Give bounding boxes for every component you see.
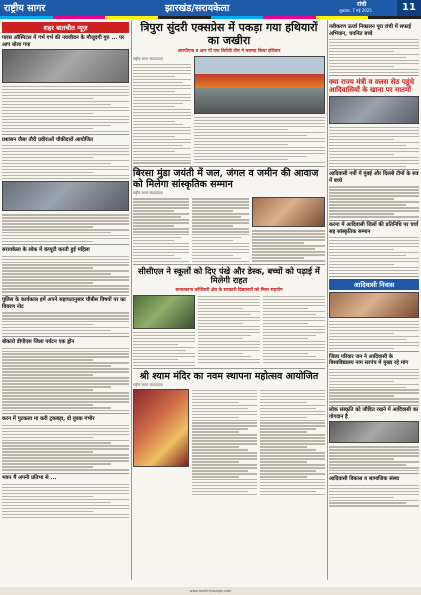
story-headline: क्या राज्य मंत्री व वलस सेठ पहुंचे आदिवासियों के खाना पर मातमों bbox=[329, 77, 415, 94]
train-photo bbox=[194, 56, 325, 114]
story-photo bbox=[329, 96, 419, 124]
lead-kicker: आरपीएफ व आर पी एफ विरोधी टीम ने बरामद किया हथियार bbox=[177, 49, 281, 54]
story-headline: पुलिस के कार्यकाल हमें अपने सहायतानुसार चौबीस विषयों पर का विवरण नोट bbox=[2, 297, 126, 310]
edition-city: रांची bbox=[357, 1, 367, 8]
color-bar bbox=[0, 16, 421, 19]
story-headline: सरायकेला के लोक में कंप्यूटी करती हुई महिला bbox=[2, 247, 90, 254]
column-left bbox=[2, 22, 129, 518]
column-box-title: आदिवासी निवास bbox=[329, 279, 419, 290]
page-footer: www.rashtriyasagar.com bbox=[0, 587, 421, 595]
story-photo bbox=[252, 197, 325, 227]
temple-photo bbox=[133, 389, 189, 467]
column-divider bbox=[131, 20, 132, 580]
story-headline: पारस ऑस्पिटल में गर्भ गर्भ की नवजीवन के मौजूदगी गुरु ... पर आप बोला गया bbox=[2, 35, 125, 48]
story-headline: बिरसा मुंडा जयंती में जल, जंगल व जमीन की आवाज को मिलेगा सांस्कृतिक सम्मान bbox=[133, 168, 319, 191]
story-photo bbox=[133, 295, 195, 329]
story-photo bbox=[329, 292, 419, 318]
story-headline: श्री श्याम मंदिर का नवम स्थापना महोत्सव आयोजित bbox=[139, 370, 319, 382]
story-headline: भवन मैं अपनी प्रतिभा से ... bbox=[2, 475, 57, 482]
story-headline: प्रशासन जैसा तौरी प्रवीराओं चौकीदारों आयोजित bbox=[2, 136, 93, 143]
story-photo bbox=[2, 181, 129, 211]
column-right bbox=[329, 22, 419, 507]
story-headline: बोकारो डीपीएस जिला पर्यटन एक ड्रोन bbox=[2, 339, 75, 346]
edition-date: शुक्रवार, 7 मई 2025 bbox=[339, 8, 372, 13]
story-headline: जिला परिवार जन ने आदिवासी के विश्वविद्यालय नाम सरपंच में मुख्य रहे मांग bbox=[329, 353, 409, 367]
column-center bbox=[133, 22, 325, 495]
page-number: 11 bbox=[397, 0, 421, 16]
story-kicker: बरकाकाना कोलियरी क्षेत्र के सरकारी विद्यालयों को मिला सहयोग bbox=[175, 287, 283, 293]
story-headline: आदिवासी गर्मी में मुंबई और दिल्ली टीमों के सत्र में बच्चे bbox=[329, 171, 419, 184]
story-byline: राष्ट्रीय सागर संवाददाता bbox=[133, 382, 163, 387]
story-headline: लोक संस्कृति को जीवित रखने में आदिवासी का योगदान है bbox=[329, 407, 419, 420]
lead-headline: त्रिपुरा सुंदरी एक्सप्रेस में पकड़ा गया हथियारों का जखीरा bbox=[140, 21, 318, 47]
lead-byline: राष्ट्रीय सागर संवाददाता bbox=[133, 57, 163, 61]
story-headline: सीसीएल ने स्कूलों को दिए पंखे और डेस्क, बच्चों को पढ़ाई में मिलेगी राहत bbox=[138, 265, 320, 286]
column-box-title: शहर बातचीत न्यूज़ bbox=[2, 22, 129, 33]
masthead bbox=[0, 0, 421, 16]
story-headline: नवीकरण ऊर्जा निकालन पूरा रांची में सफाई अभियान, चयनित बच्चे bbox=[329, 24, 412, 37]
newspaper-brand: राष्ट्रीय सागर bbox=[4, 3, 46, 14]
story-photo bbox=[2, 49, 129, 83]
column-divider bbox=[327, 20, 328, 580]
story-headline: करमा में आदिवासी जिलों की प्रतिनिधि पर चर्चा सह सांस्कृतिक सम्मान bbox=[329, 222, 419, 235]
story-photo bbox=[329, 421, 419, 443]
section-title: झारखंड/सरायकेला bbox=[165, 3, 230, 14]
story-headline: करन में गुटकला मा करी ट्रकबड़ा, दो युवक गंभीर bbox=[2, 416, 95, 423]
story-byline: राष्ट्रीय सागर संवाददाता bbox=[133, 191, 163, 196]
story-headline: आदिवासी विकास व सामाजिक संस्था bbox=[329, 476, 400, 483]
